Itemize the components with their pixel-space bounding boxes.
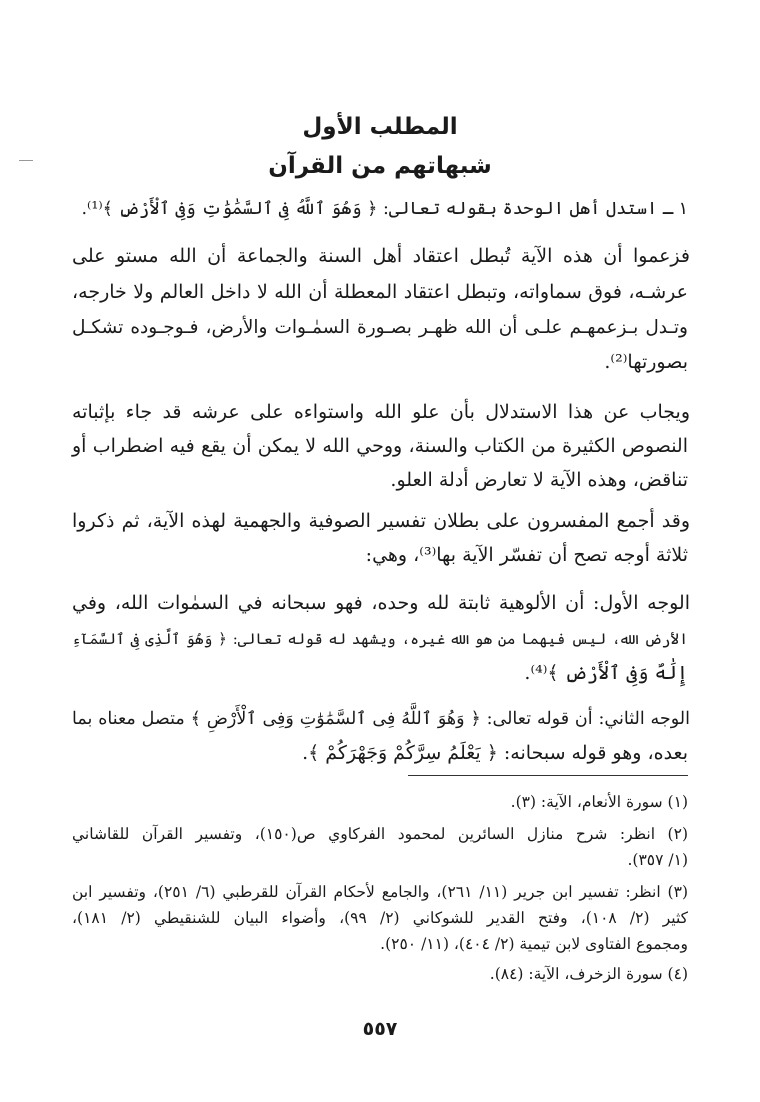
- footnote-line: ومجموع الفتاوى لابن تيمية (٢/ ٤٠٤)، (١١/ ٢٥٠).: [380, 935, 688, 953]
- footnote-line: (١/ ٣٥٧).: [627, 851, 688, 869]
- body-line: إِلَٰهٌ وَفِى ٱلْأَرْضِ ﴾⁽⁴⁾.: [524, 662, 688, 684]
- footnote-line: (٣) انظر: تفسير ابن جرير (١١/ ٢٦١)، والجامع لأحكام القرآن للقرطبي (٦/ ٢٥١)، وتفسير ابن: [72, 883, 688, 901]
- body-line: ويجاب عن هذا الاستدلال بأن علو الله واستواءه على عرشه قد جاء بإثباته: [72, 401, 690, 423]
- body-line: تناقض، وهذه الآية لا تعارض أدلة العلو.: [390, 469, 688, 491]
- body-line: بعده، وهو قوله سبحانه: ﴿ يَعْلَمُ سِرَّكُمْ وَجَهْرَكُمْ ﴾.: [302, 742, 688, 764]
- body-line: ١ ـ استدل أهل الوحدة بقوله تعالى: ﴿ وَهُوَ ٱللَّهُ فِى ٱلسَّمَٰوَٰتِ وَفِى ٱلْأَرْضِ ﴾⁽¹⁾.: [81, 199, 688, 219]
- body-line: وقد أجمع المفسرون على بطلان تفسير الصوفية والجهمية لهذه الآية، ثم ذكروا: [72, 510, 690, 532]
- body-line: بصورتها⁽²⁾.: [604, 351, 688, 373]
- body-line: الوجه الأول: أن الألوهية ثابتة لله وحده، فهو سبحانه في السمٰوات الله، وفي: [72, 592, 690, 614]
- body-line: الأرض الله، ليس فيهما من هو الله غيره، ويشهد له قوله تعالى: ﴿ وَهُوَ ٱلَّذِى فِى ٱلسَّمَآءِ: [72, 630, 688, 648]
- body-line: ثلاثة أوجه تصح أن تفسّر الآية بها⁽³⁾، وهي:: [365, 544, 688, 566]
- footnote-line: (٤) سورة الزخرف، الآية: (٨٤).: [489, 965, 688, 983]
- footnote-line: كثير (٢/ ١٠٨)، وفتح القدير للشوكاني (٢/ ٩٩)، وأضواء البيان للشنقيطي (٢/ ١٨١)،: [72, 909, 689, 927]
- body-line: عرشـه، فوق سماواته، وتبطل اعتقاد المعطلة أن الله لا داخل العالم ولا خارجه،: [72, 281, 688, 303]
- body-line: وتـدل بـزعمهـم علـى أن الله ظهـر بصـورة السمٰـوات والأرض، فـوجـوده تشكـل: [72, 317, 688, 338]
- footnote-line: (١) سورة الأنعام، الآية: (٣).: [510, 793, 688, 811]
- footnote-separator: [408, 775, 688, 776]
- section-subheading: شبهاتهم من القرآن: [268, 153, 492, 179]
- section-heading: المطلب الأول: [302, 114, 458, 140]
- page-number: ٥٥٧: [362, 1018, 398, 1040]
- body-line: الوجه الثاني: أن قوله تعالى: ﴿ وَهُوَ ٱللَّهُ فِى ٱلسَّمَٰوَٰتِ وَفِى ٱلْأَرْضِ ﴾ متصل معناه بما: [72, 709, 690, 729]
- footnote-line: (٢) انظر: شرح منازل السائرين لمحمود الفركاوي ص(١٥٠)، وتفسير القرآن للقاشاني: [72, 825, 688, 843]
- body-line: النصوص الكثيرة من الكتاب والسنة، ووحي الله لا يمكن أن يقع فيه اضطراب أو: [72, 435, 688, 457]
- body-line: فزعموا أن هذه الآية تُبطل اعتقاد أهل السنة والجماعة أن الله مستو على: [72, 245, 690, 267]
